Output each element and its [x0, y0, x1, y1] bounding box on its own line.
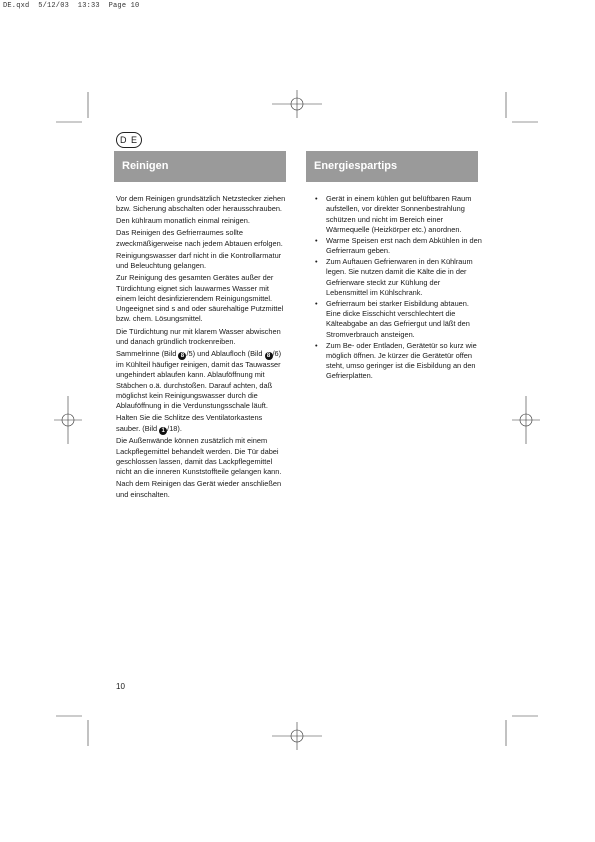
paragraph-drain: Sammelrinne (Bild 8 /5) und Ablaufloch (Bild 8 /6) im Kühlteil häufiger reinigen, damit das Tauwasser ungehindert ablaufen kann. Ablauföffnung mit Stäbchen o.ä. durchstoßen. Darauf achten, daß möglichst kein Reinigungswasser durch die Ablauföffnung in die Verdunstungsschale läuft.	[116, 348, 282, 411]
figure-number-icon: 8	[265, 352, 273, 360]
figure-number-icon: 8	[178, 352, 186, 360]
paragraph: Nach dem Reinigen das Gerät wieder anschließen und einschalten.	[116, 479, 282, 499]
bullet-icon: •	[315, 235, 318, 245]
paragraph-vent: Halten Sie die Schlitze des Ventilatorkastens sauber. (Bild 1 /18).	[116, 413, 263, 434]
list-item: • Zum Be- oder Entladen, Gerätetür so kurz wie möglich öffnen. Je kürzer die Gerätetür offen steht, umso geringer ist die Eisbildung an den Gefrierplatten.	[315, 340, 477, 381]
language-badge: D E	[116, 132, 142, 148]
list-item: • Gerät in einem kühlen gut belüftbaren Raum aufstellen, vor direkter Sonnenbestrahlung schützen und nicht im Bereich einer Wärmequelle (Heizkörper etc.) anordnen.	[315, 194, 472, 234]
paragraph: Die Außenwände können zusätzlich mit einem Lackpflegemittel behandelt werden. Die Tür dabei geschlossen lassen, damit das Lackpflegemittel nicht an die inneren Kunststoffteile gelangen kann.	[116, 436, 282, 477]
list-item: • Warme Speisen erst nach dem Abkühlen in den Gefrierraum geben.	[315, 235, 482, 256]
energy-tips-list	[312, 194, 482, 382]
section-header-cleaning: Reinigen	[114, 151, 286, 182]
cleaning-text-column	[116, 194, 288, 502]
registration-mark-right	[512, 396, 540, 444]
figure-number-icon: 1	[159, 427, 167, 435]
print-slug: DE.qxd 5/12/03 13:33 Page 10	[3, 2, 140, 10]
bullet-icon: •	[315, 194, 318, 203]
page-number: 10	[116, 682, 125, 691]
paragraph: Zur Reinigung des gesamten Gerätes außer der Türdichtung eignet sich lauwarmes Wasser mit einem leicht desinfizierendem Reinigungsmittel. Ungeeignet sind s and oder säurehaltige Putzmittel bzw. chem. Lösungsmittel.	[116, 273, 284, 324]
paragraph: Reinigungswasser darf nicht in die Kontrollarmatur und Beleuchtung gelangen.	[116, 250, 282, 271]
registration-mark-bottom	[272, 722, 322, 750]
registration-mark-top	[272, 90, 322, 118]
bullet-icon: •	[315, 298, 318, 308]
paragraph: Die Türdichtung nur mit klarem Wasser abwischen und danach gründlich trockenreiben.	[116, 326, 281, 346]
registration-mark-left	[54, 396, 82, 444]
bullet-icon: •	[315, 340, 318, 350]
bullet-icon: •	[315, 256, 318, 266]
list-item: • Zum Auftauen Gefrierwaren in den Kühlraum legen. Sie nutzen damit die Kälte die in der Gefrierware steckt zur Kühlung der Lebensmittel im Kühlschrank.	[315, 256, 473, 297]
list-item: • Gefrierraum bei starker Eisbildung abtauen. Eine dicke Eisschicht verschlechtert die Kälteabgabe an das Gefriergut und läßt den Stromverbrauch ansteigen.	[315, 298, 470, 339]
paragraph: Das Reinigen des Gefrierraumes sollte zweckmäßigerweise nach jedem Abtauen erfolgen.	[116, 228, 283, 248]
paragraph: Vor dem Reinigen grundsätzlich Netzstecker ziehen bzw. Sicherung abschalten oder herausschrauben.	[116, 194, 286, 214]
section-header-energy-tips: Energiespartips	[306, 151, 478, 182]
paragraph: Den kühlraum monatlich einmal reinigen.	[116, 216, 250, 226]
